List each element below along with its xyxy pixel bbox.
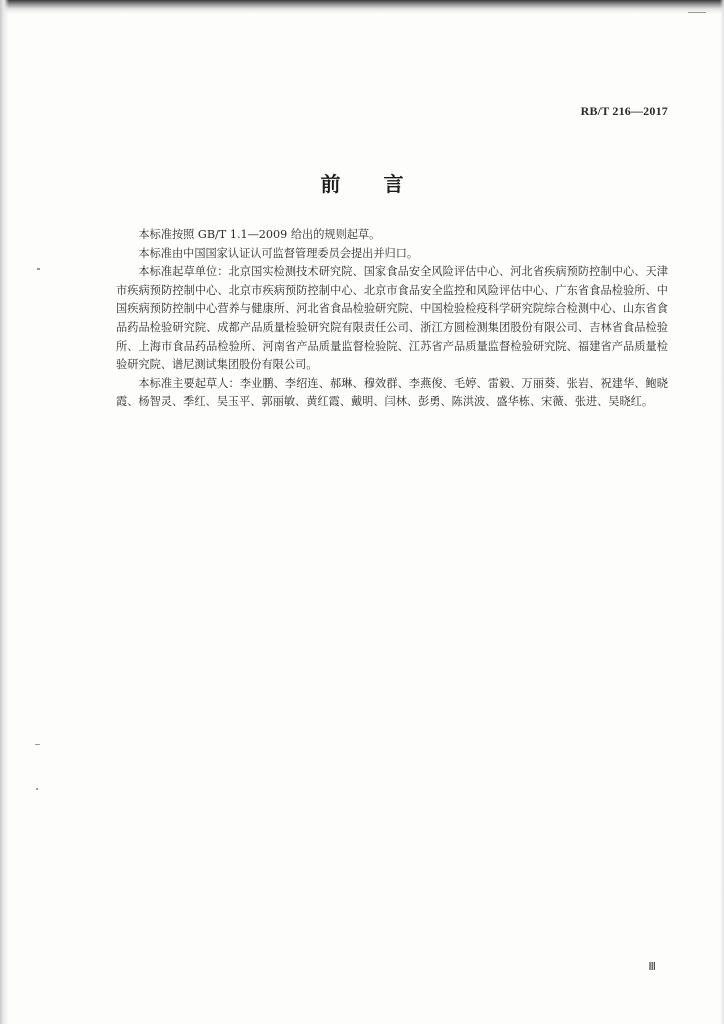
page-number: Ⅲ bbox=[648, 961, 656, 973]
paragraph-main-drafters: 本标准主要起草人：李业鹏、李绍连、郝琳、穆效群、李燕俊、毛婷、雷毅、万丽葵、张岩、祝建华、鲍晓霞、杨智灵、季红、吴玉平、郭丽敏、黄红霞、戴明、闫林、彭勇、陈洪波、盛华栋、宋薇、张进、吴晓红。 bbox=[116, 376, 668, 409]
scan-speck bbox=[688, 12, 706, 13]
scan-top-edge bbox=[0, 0, 724, 14]
scan-speck bbox=[37, 268, 40, 270]
page-title: 前 言 bbox=[320, 172, 422, 196]
foreword-body bbox=[116, 226, 668, 412]
scan-speck bbox=[36, 788, 38, 790]
paragraph-drafting-units: 本标准起草单位：北京国实检测技术研究院、国家食品安全风险评估中心、河北省疾病预防控制中心、天津市疾病预防控制中心、北京市疾病预防控制中心、北京市食品安全监控和风险评估中心、广东省食品检验所、中国疾病预防控制中心营养与健康所、河北省食品检验研究院、中国检验检疫科学研究院综合检测中心、山东省食品药品检验研究院、成都产品质量检验研究院有限责任公司、浙江方圆检测集团股份有限公司、吉林省食品检验所、上海市食品药品检验所、河南省产品质量监督检验院、江苏省产品质量监督检验研究院、福建省产品质量检验研究院、谱尼测试集团股份有限公司。 bbox=[116, 265, 668, 372]
paragraph-drafting-rules: 本标准按照 GB/T 1.1—2009 给出的规则起草。 bbox=[138, 228, 381, 241]
paragraph-proposed-by: 本标准由中国国家认证认可监督管理委员会提出并归口。 bbox=[138, 246, 419, 260]
scan-speck bbox=[35, 744, 40, 745]
standard-code: RB/T 216—2017 bbox=[580, 104, 668, 118]
scan-right-edge bbox=[720, 0, 724, 1024]
scan-left-edge bbox=[0, 0, 9, 1024]
